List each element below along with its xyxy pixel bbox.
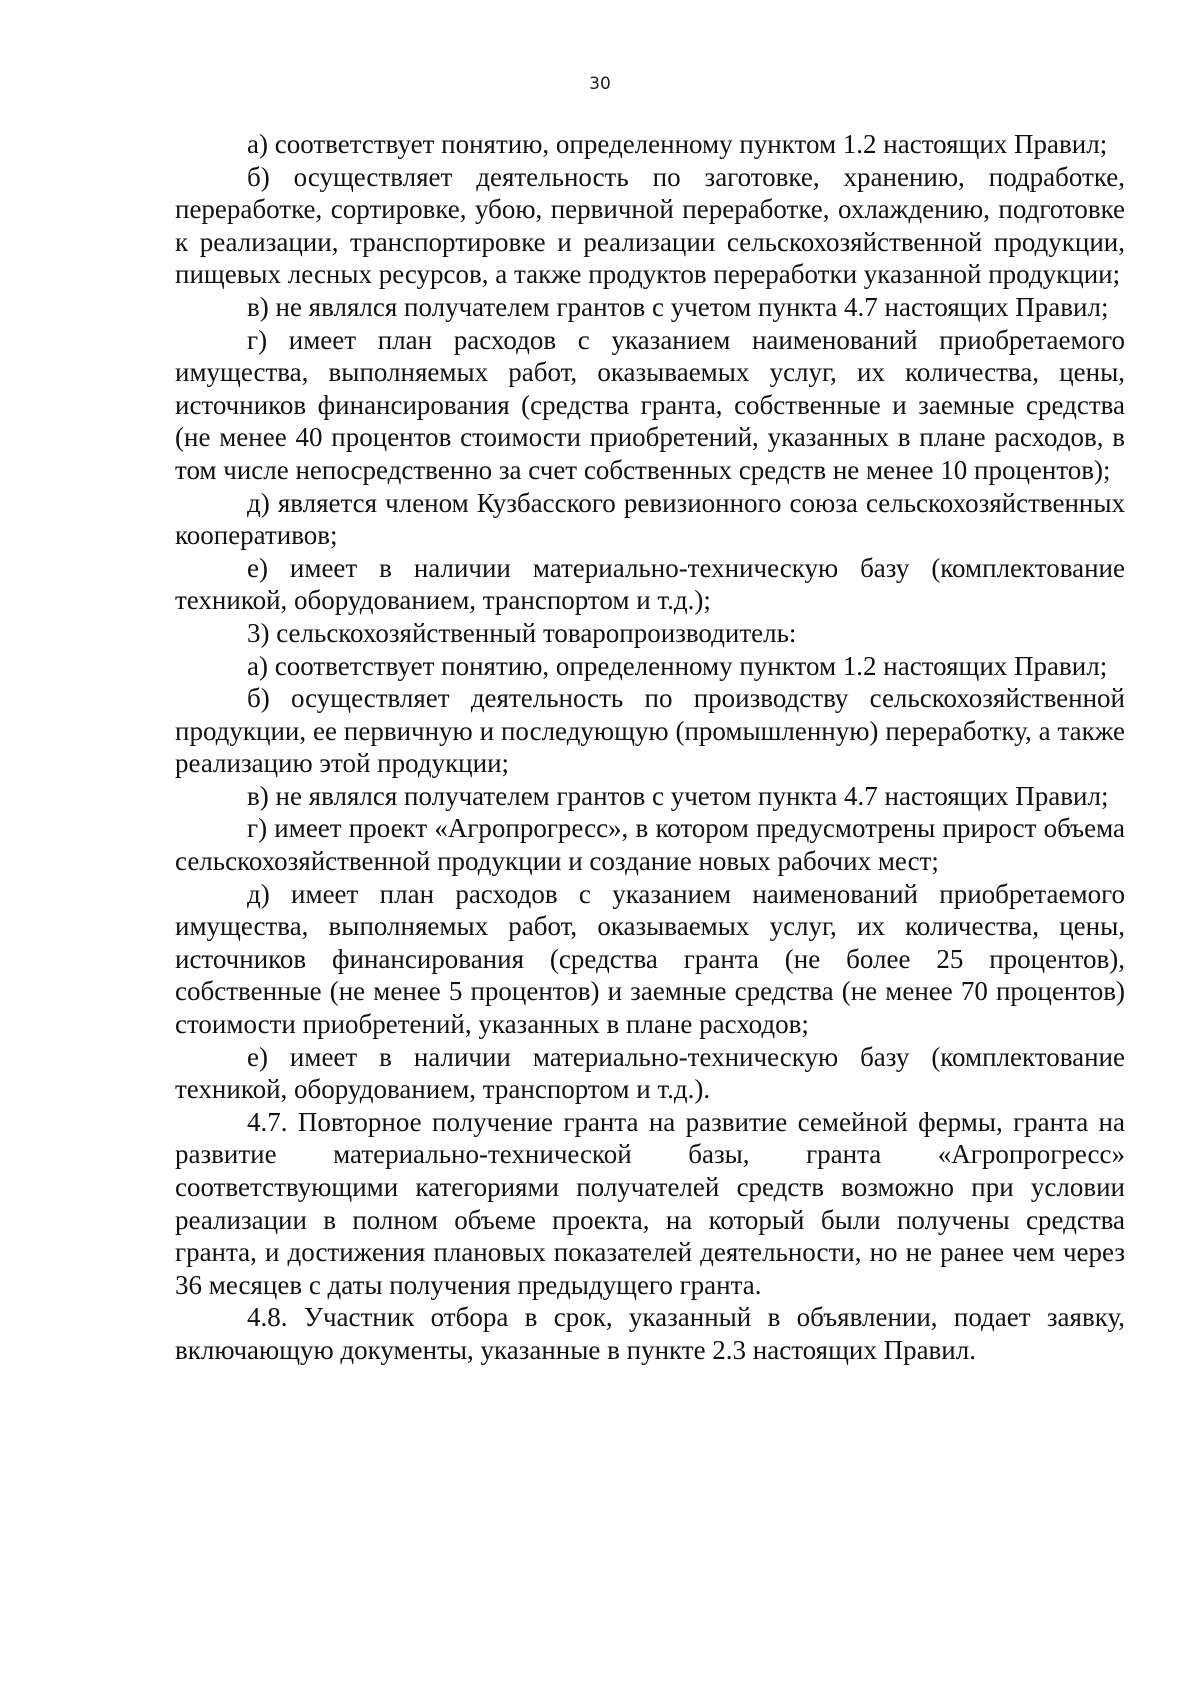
page-number: 30 [589, 74, 611, 94]
paragraph-4b: б) осуществляет деятельность по производству сельскохозяйственной продукции, ее первичную и последующую (промышленную) переработку, а также реализацию этой продукции; [175, 683, 1125, 779]
paragraph-3g: г) имеет план расходов с указанием наименований приобретаемого имущества, выполняемых работ, оказываемых услуг, их количества, цены, источников финансирования (средства гранта, собственные и заемные средства (не менее 40 процентов стоимости приобретений, указанных в плане расходов, в том числе непосредственно за счет собственных средств не менее 10 процентов); [175, 324, 1125, 485]
paragraph-3v: в) не являлся получателем грантов с учетом пункта 4.7 настоящих Правил; [247, 291, 1109, 322]
paragraph-3e: е) имеет в наличии материально-техническую базу (комплектование техникой, оборудованием, транспортом и т.д.); [175, 552, 1125, 616]
paragraph-4e: е) имеет в наличии материально-техническую базу (комплектование техникой, оборудованием, транспортом и т.д.). [175, 1041, 1125, 1105]
paragraph-section-4-8: 4.8. Участник отбора в срок, указанный в объявлении, подает заявку, включающую документы, указанные в пункте 2.3 настоящих Правил. [175, 1302, 1125, 1365]
paragraph-4g: г) имеет проект «Агропрогресс», в котором предусмотрены прирост объема сельскохозяйственной продукции и создание новых рабочих мест; [175, 813, 1125, 877]
paragraph-4a: а) соответствует понятию, определенному пунктом 1.2 настоящих Правил; [247, 650, 1108, 681]
paragraph-3a: а) соответствует понятию, определенному пунктом 1.2 настоящих Правил; [247, 129, 1108, 159]
document-body [175, 128, 1125, 1367]
paragraph-3d: д) является членом Кузбасского ревизионного союза сельскохозяйственных кооперативов; [175, 487, 1125, 551]
paragraph-4d: д) имеет план расходов с указанием наименований приобретаемого имущества, выполняемых работ, оказываемых услуг, их количества, цены, источников финансирования (средства гранта (не более 25 процентов), собственные (не менее 5 процентов) и заемные средства (не менее 70 процентов) стоимости приобретений, указанных в плане расходов; [175, 878, 1125, 1040]
paragraph-section-4-7: 4.7. Повторное получение гранта на развитие семейной фермы, гранта на развитие материально-технической базы, гранта «Агропрогресс» соответствующими категориями получателей средств возможно при условии реализации в полном объеме проекта, на который были получены средства гранта, и достижения плановых показателей деятельности, но не ранее чем через 36 месяцев с даты получения предыдущего гранта. [175, 1106, 1125, 1300]
paragraph-item-3-heading: 3) сельскохозяйственный товаропроизводитель: [247, 617, 797, 648]
paragraph-3b: б) осуществляет деятельность по заготовке, хранению, подработке, переработке, сортировке, убою, первичной переработке, охлаждению, подготовке к реализации, транспортировке и реализации сельскохозяйственной продукции, пищевых лесных ресурсов, а также продуктов переработки указанной продукции; [175, 161, 1125, 290]
paragraph-4v: в) не являлся получателем грантов с учетом пункта 4.7 настоящих Правил; [247, 780, 1109, 811]
